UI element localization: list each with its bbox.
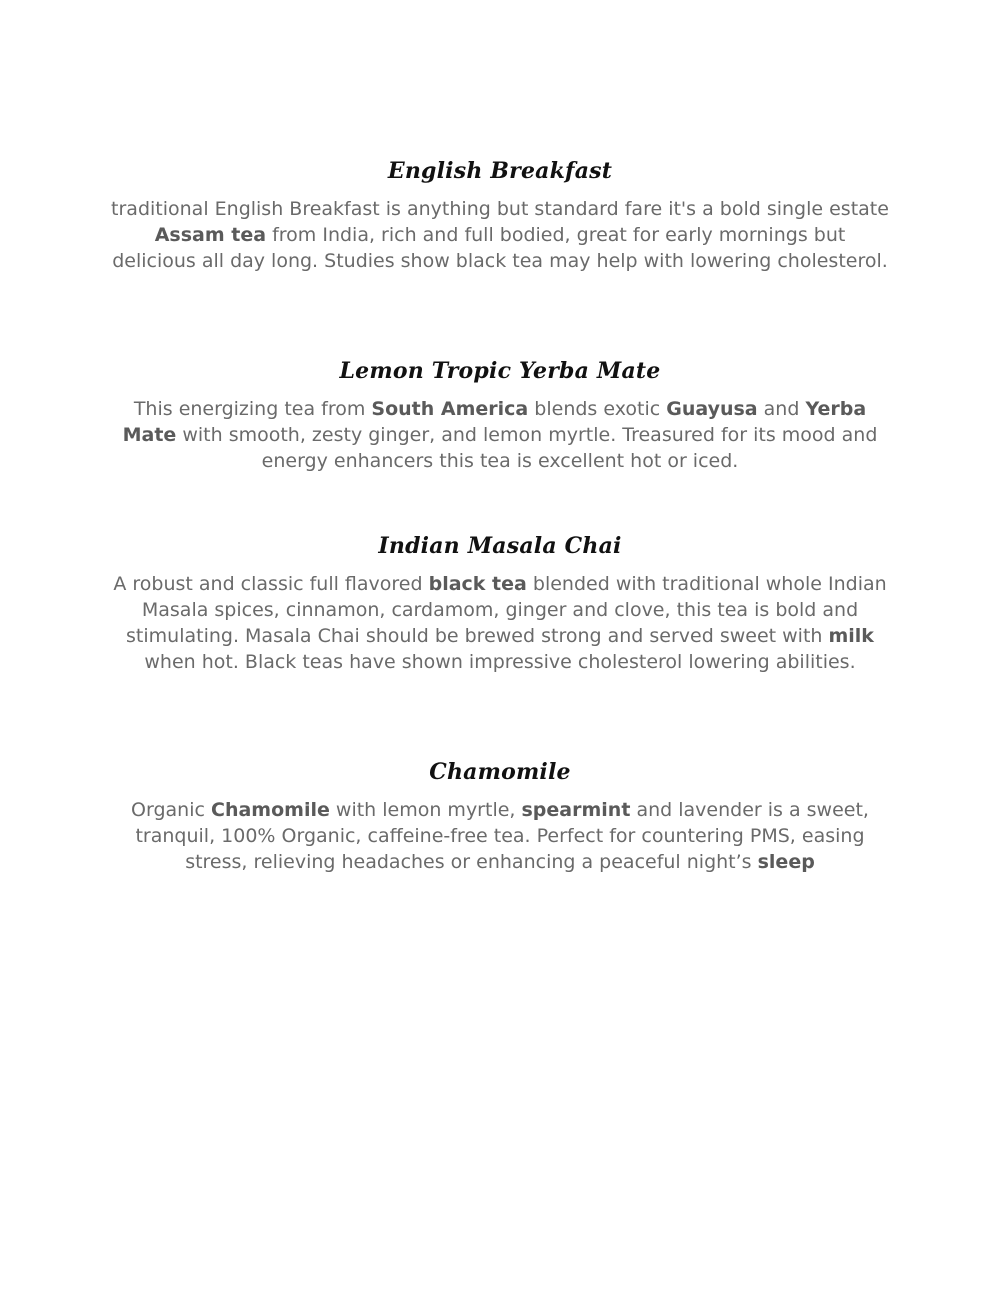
tea-title: English Breakfast <box>387 158 613 184</box>
tea-section-chamomile <box>110 757 890 875</box>
desc-text: Organic <box>131 799 211 821</box>
desc-highlight: South America <box>371 398 529 420</box>
desc-highlight: Assam tea <box>154 224 267 246</box>
desc-highlight: milk <box>828 625 874 647</box>
desc-text: blends exotic <box>528 398 667 420</box>
desc-highlight: black tea <box>428 573 527 595</box>
desc-text: with smooth, zesty ginger, and lemon myrtle. Treasured for its mood and energy enhancers this tea is excellent hot or iced. <box>176 424 878 472</box>
tea-description <box>110 196 890 274</box>
tea-title: Indian Masala Chai <box>378 533 622 559</box>
tea-section-lemon-tropic-yerba-mate <box>110 356 890 474</box>
tea-description <box>110 571 890 675</box>
desc-text: blended with traditional whole Indian Masala spices, cinnamon, cardamom, ginger and clove, this tea is bold and stimulating. Masala Chai should be brewed strong and served sweet with <box>126 573 887 647</box>
tea-description <box>110 396 890 474</box>
tea-section-english-breakfast <box>110 156 890 274</box>
desc-text: traditional English Breakfast is anything but standard fare it's a bold single estate <box>111 198 889 220</box>
desc-text: A robust and classic full flavored <box>113 573 429 595</box>
tea-title: Lemon Tropic Yerba Mate <box>339 358 661 384</box>
desc-text: with lemon myrtle, <box>329 799 522 821</box>
desc-highlight: Yerba Mate <box>122 398 867 446</box>
desc-text: and lavender is a sweet, tranquil, 100% Organic, caffeine-free tea. Perfect for countering PMS, easing stress, relieving headaches or enhancing a peaceful night’s <box>135 799 869 873</box>
desc-text: when hot. Black teas have shown impressive cholesterol lowering abilities. <box>144 651 856 673</box>
desc-highlight: Guayusa <box>666 398 758 420</box>
tea-section-indian-masala-chai <box>110 531 890 675</box>
desc-highlight: spearmint <box>521 799 631 821</box>
desc-text: from India, rich and full bodied, great for early mornings but delicious all day long. Studies show black tea may help with lowering cholesterol. <box>112 224 888 272</box>
desc-text: This energizing tea from <box>133 398 372 420</box>
tea-title: Chamomile <box>429 759 571 785</box>
tea-description <box>110 797 890 875</box>
desc-highlight: sleep <box>757 851 815 873</box>
desc-highlight: Chamomile <box>211 799 330 821</box>
desc-text: and <box>757 398 806 420</box>
